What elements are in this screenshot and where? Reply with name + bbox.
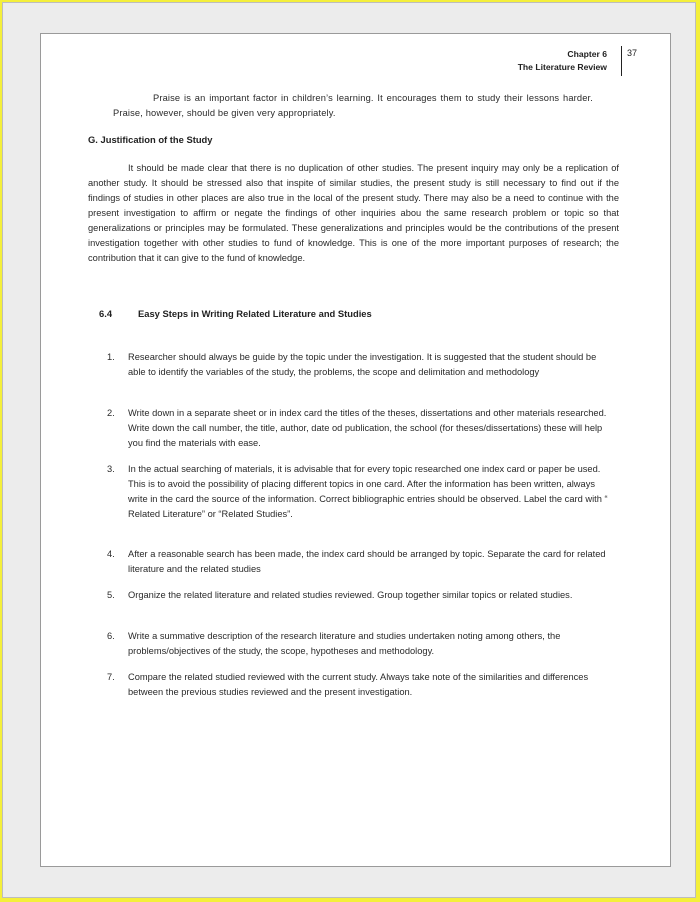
- list-item-number: 4.: [107, 549, 115, 559]
- chapter-title: The Literature Review: [517, 62, 607, 72]
- header-divider: [621, 46, 622, 76]
- list-item-text: After a reasonable search has been made, the index card should be arranged by topic. Separate the card for related literature and the related studies: [128, 549, 606, 574]
- list-item-text: Write down in a separate sheet or in index card the titles of the theses, dissertations and other materials researched. Write down the call number, the title, author, date od publication, the school (for theses/dissertations) these will help you find the materials with ease.: [128, 408, 607, 448]
- section-number: 6.4: [99, 308, 113, 319]
- viewer-frame: [2, 2, 696, 898]
- running-header: [518, 48, 607, 74]
- list-item-number: 3.: [107, 464, 115, 474]
- list-item-text: In the actual searching of materials, it is advisable that for every topic researched one index card or paper be used. This is to avoid the possibility of placing different topics in one card. After the information has been written, always write in the card the source of the information. Correct bibliographic entries should be observed. Label the card with “ Related Literature” or “Related Studies”.: [128, 464, 608, 519]
- list-item-number: 6.: [107, 631, 115, 641]
- section-g-paragraph: It should be made clear that there is no duplication of other studies. The present inquiry may only be a replication of another study. It should be stressed also that inspite of similar studies, the present study is still necessary to find out if the findings of studies in other places are also true in the local of the present study. There may also be a need to continue with the present investigation to affirm or negate the findings of other inquiries abou the same research problem or topic so that generalizations or principles may be formulated. These generalizations and principles would be the contributions of the present investigation together with other studies to fund of knowledge. This is one of the more important purposes of research; the contribution that it can give to the fund of knowledge.: [88, 163, 619, 263]
- document-page: [40, 33, 671, 867]
- intro-paragraph: Praise is an important factor in children’s learning. It encourages them to study their lessons harder. Praise, however, should be given very appropriately.: [113, 93, 593, 118]
- list-item-text: Write a summative description of the research literature and studies undertaken noting among others, the problems/objectives of the study, the scope, hypotheses and methodology.: [128, 631, 561, 656]
- list-item-number: 1.: [107, 352, 115, 362]
- section-g-heading: G. Justification of the Study: [88, 134, 213, 145]
- page-number: 37: [627, 48, 638, 58]
- list-item-number: 5.: [107, 590, 115, 600]
- list-item-text: Compare the related studied reviewed with the current study. Always take note of the similarities and differences between the previous studies reviewed and the present investigation.: [128, 672, 589, 697]
- list-item-text: Organize the related literature and related studies reviewed. Group together similar topics or related studies.: [128, 590, 573, 600]
- list-item-number: 7.: [107, 672, 115, 682]
- list-item-text: Researcher should always be guide by the topic under the investigation. It is suggested that the student should be able to identify the variables of the study, the problems, the scope and delimitation and methodology: [128, 352, 597, 377]
- list-item-number: 2.: [107, 408, 115, 418]
- chapter-label: Chapter 6: [567, 49, 607, 59]
- section-title: Easy Steps in Writing Related Literature and Studies: [138, 308, 372, 319]
